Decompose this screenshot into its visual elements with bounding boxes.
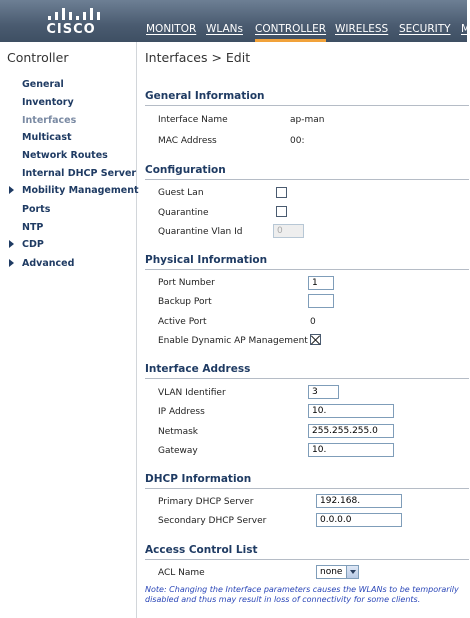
primary-dhcp-server-input[interactable]: 192.168. <box>316 494 402 508</box>
quarantine-vlan-id-input[interactable]: 0 <box>273 224 304 238</box>
sidebar <box>0 42 137 618</box>
section-divider <box>145 378 469 379</box>
netmask-input[interactable]: 255.255.255.0 <box>308 424 394 438</box>
gateway-label: Gateway <box>158 446 198 456</box>
section-divider <box>145 179 469 180</box>
section-access-control-list: Access Control List <box>145 544 258 556</box>
expand-arrow-icon <box>9 259 14 267</box>
gateway-input[interactable]: 10. <box>308 443 394 457</box>
sidebar-item-multicast[interactable]: Multicast <box>22 132 72 143</box>
quarantine-label: Quarantine <box>158 208 209 218</box>
section-dhcp-information: DHCP Information <box>145 473 252 485</box>
acl-name-select[interactable] <box>316 565 359 579</box>
nav-more[interactable]: M <box>461 23 470 35</box>
port-number-label: Port Number <box>158 278 215 288</box>
active-port-value: 0 <box>310 317 316 327</box>
nav-wireless[interactable]: WIRELESS <box>335 23 389 35</box>
sidebar-item-ports[interactable]: Ports <box>22 204 51 215</box>
ip-address-label: IP Address <box>158 407 205 417</box>
sidebar-item-inventory[interactable]: Inventory <box>22 97 74 108</box>
section-physical-information: Physical Information <box>145 254 268 266</box>
primary-dhcp-server-label: Primary DHCP Server <box>158 497 254 507</box>
sidebar-title: Controller <box>7 50 69 65</box>
backup-port-input[interactable] <box>308 294 334 308</box>
main-content <box>138 42 467 618</box>
secondary-dhcp-server-label: Secondary DHCP Server <box>158 516 267 526</box>
sidebar-item-label: CDP <box>22 239 44 250</box>
secondary-dhcp-server-input[interactable]: 0.0.0.0 <box>316 513 402 527</box>
vlan-identifier-label: VLAN Identifier <box>158 388 226 398</box>
quarantine-vlan-id-label: Quarantine Vlan Id <box>158 227 243 237</box>
nav-wlans[interactable]: WLANs <box>206 23 243 35</box>
enable-dynamic-ap-management-label: Enable Dynamic AP Management <box>158 336 308 346</box>
section-divider <box>145 488 469 489</box>
section-configuration: Configuration <box>145 164 226 176</box>
cisco-logo <box>36 4 106 38</box>
mac-address-label: MAC Address <box>158 136 217 146</box>
mac-address-value: 00: <box>290 136 305 146</box>
section-divider <box>145 105 469 106</box>
section-interface-address: Interface Address <box>145 363 251 375</box>
cisco-logo-text: CISCO <box>46 22 96 37</box>
nav-monitor[interactable]: MONITOR <box>146 23 197 35</box>
sidebar-item-network-routes[interactable]: Network Routes <box>22 150 108 161</box>
backup-port-label: Backup Port <box>158 297 212 307</box>
nav-security[interactable]: SECURITY <box>399 23 451 35</box>
sidebar-item-general[interactable]: General <box>22 79 64 90</box>
guest-lan-checkbox[interactable] <box>276 187 287 198</box>
sidebar-item-label: Mobility Management <box>22 185 139 196</box>
top-navigation-bar <box>0 0 470 42</box>
guest-lan-label: Guest Lan <box>158 188 204 198</box>
expand-arrow-icon <box>9 186 14 194</box>
sidebar-item-mobility-management[interactable] <box>22 185 139 196</box>
sidebar-item-cdp[interactable] <box>22 239 44 250</box>
port-number-input[interactable]: 1 <box>308 276 334 290</box>
section-general-information: General Information <box>145 90 265 102</box>
expand-arrow-icon <box>9 240 14 248</box>
section-divider <box>145 559 469 560</box>
chevron-down-icon <box>346 566 358 578</box>
sidebar-item-label: Advanced <box>22 258 75 269</box>
quarantine-checkbox[interactable] <box>276 206 287 217</box>
nav-controller[interactable]: CONTROLLER <box>255 23 326 42</box>
sidebar-item-advanced[interactable] <box>22 258 74 269</box>
sidebar-item-ntp[interactable]: NTP <box>22 222 44 233</box>
interface-name-label: Interface Name <box>158 115 228 125</box>
ip-address-input[interactable]: 10. <box>308 404 394 418</box>
section-divider <box>145 269 469 270</box>
active-port-label: Active Port <box>158 317 207 327</box>
page-title: Interfaces > Edit <box>145 50 251 65</box>
vlan-identifier-input[interactable]: 3 <box>308 385 339 399</box>
netmask-label: Netmask <box>158 427 198 437</box>
enable-dynamic-ap-management-checkbox[interactable] <box>310 334 321 345</box>
sidebar-item-interfaces[interactable]: Interfaces <box>22 115 77 126</box>
acl-name-label: ACL Name <box>158 568 205 578</box>
interface-name-value: ap-man <box>290 115 325 125</box>
sidebar-item-internal-dhcp-server[interactable]: Internal DHCP Server <box>22 168 137 179</box>
note-text: Note: Changing the Interface parameters causes the WLANs to be temporarily disabled and thus may result in loss of connectivity for some clients. <box>145 585 459 604</box>
acl-name-selected-value: none <box>320 567 343 577</box>
